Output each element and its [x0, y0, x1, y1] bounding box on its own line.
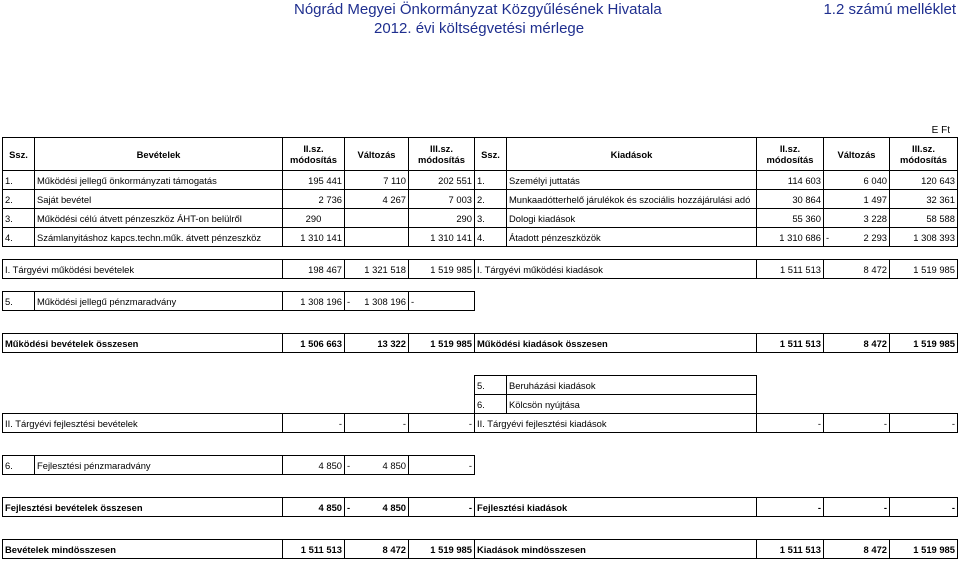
- spacer-row: [3, 311, 958, 334]
- table-row: 4. Számlanyitáshoz kapcs.techn.műk. átvett pénzeszköz 1 310 141 1 310 141 4. Átadott pénzeszközök 1 310 686 - 2 293 1 308 393: [3, 228, 958, 247]
- header-valtozas: Változás: [345, 138, 409, 171]
- table-row: 1. Működési jellegű önkormányzati támogatás 195 441 7 110 202 551 1. Személyi juttatás 114 603 6 040 120 643: [3, 171, 958, 190]
- header-bevetelek: Bevételek: [35, 138, 283, 171]
- table-row: 5. Beruházási kiadások: [3, 376, 958, 395]
- header-kvaltozas: Változás: [824, 138, 890, 171]
- table-row: 5. Működési jellegű pénzmaradvány 1 308 196 - 1 308 196 -: [3, 292, 958, 311]
- table-row: 6. Fejlesztési pénzmaradvány 4 850 - 4 850 -: [3, 456, 958, 475]
- table-header-row: [3, 138, 958, 171]
- header-kmod2: II.sz. módosítás: [757, 138, 824, 171]
- annex-label: 1.2 számú melléklet: [823, 1, 956, 18]
- document-subtitle: 2012. évi költségvetési mérlege: [374, 20, 585, 37]
- spacer-row: [3, 475, 958, 498]
- header-mod3: III.sz. módosítás: [409, 138, 475, 171]
- header-kmod3: III.sz. módosítás: [890, 138, 958, 171]
- spacer-row: [3, 247, 958, 260]
- spacer-row: [3, 279, 958, 292]
- table-row: 6. Kölcsön nyújtása: [3, 395, 958, 414]
- table-row: 3. Működési célú átvett pénzeszköz ÁHT-on belülről 290 290 3. Dologi kiadások 55 360 3 228 58 588: [3, 209, 958, 228]
- table-row: Bevételek mindösszesen 1 511 513 8 472 1 519 985 Kiadások mindösszesen 1 511 513 8 472 1 519 985: [3, 540, 958, 559]
- header-ssz-kiadas: Ssz.: [475, 138, 507, 171]
- spacer-row: [3, 517, 958, 540]
- unit-label: E Ft: [931, 125, 950, 136]
- table-row: II. Tárgyévi fejlesztési bevételek - - - II. Tárgyévi fejlesztési kiadások - - -: [3, 414, 958, 433]
- header-kiadasok: Kiadások: [507, 138, 757, 171]
- document-title: Nógrád Megyei Önkormányzat Közgyűlésének Hivatala: [294, 1, 662, 18]
- header-mod2: II.sz. módosítás: [283, 138, 345, 171]
- table-row: I. Tárgyévi működési bevételek 198 467 1 321 518 1 519 985 I. Tárgyévi működési kiadások 1 511 513 8 472 1 519 985: [3, 260, 958, 279]
- spacer-row: [3, 353, 958, 376]
- header-ssz: Ssz.: [3, 138, 35, 171]
- table-row: Működési bevételek összesen 1 506 663 13 322 1 519 985 Működési kiadások összesen 1 511 513 8 472 1 519 985: [3, 334, 958, 353]
- table-row: 2. Saját bevétel 2 736 4 267 7 003 2. Munkaadótterhelő járulékok és szociális hozzájárulási adó 30 864 1 497 32 361: [3, 190, 958, 209]
- table-row: Fejlesztési bevételek összesen 4 850 - 4 850 - Fejlesztési kiadások - - -: [3, 498, 958, 517]
- budget-table: [2, 137, 958, 559]
- spacer-row: [3, 433, 958, 456]
